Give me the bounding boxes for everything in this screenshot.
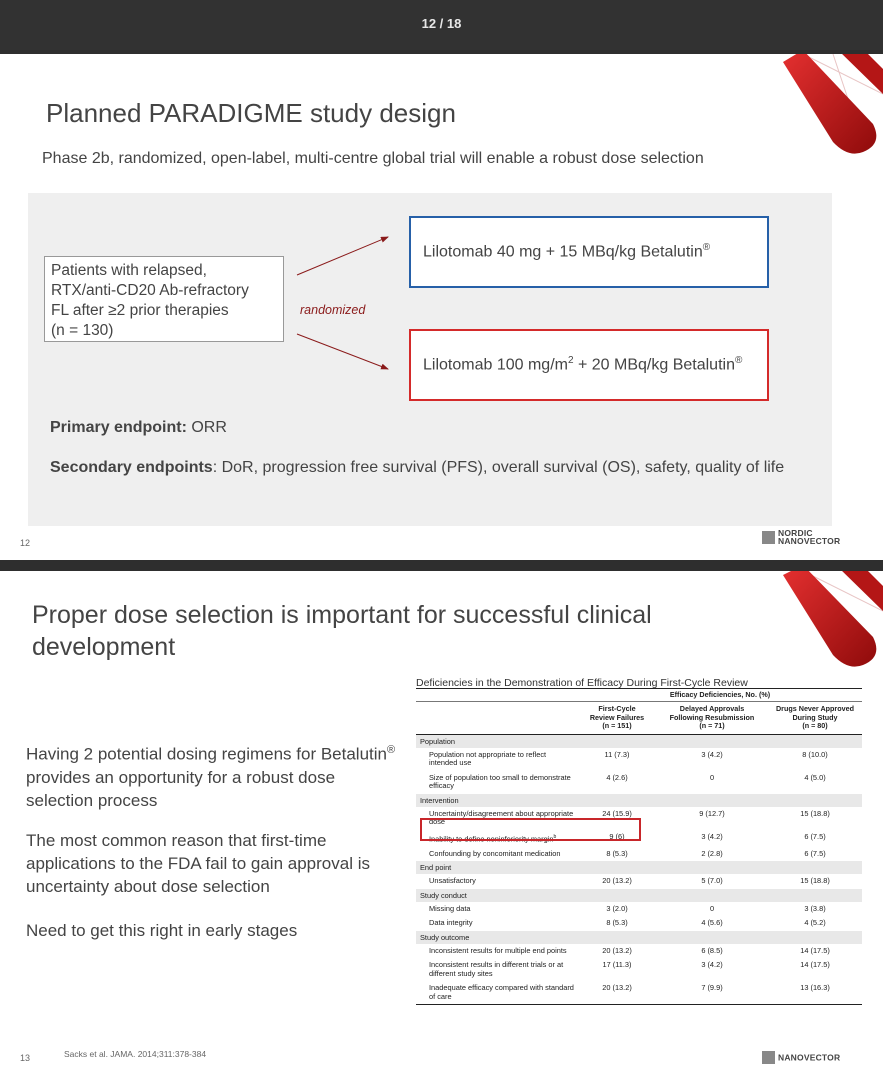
table-section: Study conduct [416,889,862,902]
arm1-text: Lilotomab 40 mg + 15 MBq/kg Betalutin [423,243,703,261]
cell: 4 (5.2) [804,918,826,928]
cell: 9 (6) [609,831,625,841]
company-logo [762,1051,840,1064]
paragraph-dosing-regimens [26,739,396,812]
table-row [416,981,862,1005]
arm1-sup: ® [702,242,711,254]
cell: 11 (7.3) [604,749,630,759]
cell: 6 (8.5) [701,945,723,955]
row-label: Inadequate efficacy compared with standard of care [429,983,574,1001]
row-label: Population not appropriate to reflect intended use [429,749,547,768]
table-row [416,748,862,771]
page-number: 13 [20,1053,31,1063]
para1-text-a: Having 2 potential dosing regimens for Betalutin [26,744,387,764]
row-label: Data integrity [429,918,473,928]
patients-line: Patients with relapsed, [51,262,207,279]
arm2-sup-b: ® [734,355,743,367]
row-label: Missing data [429,903,471,913]
efficacy-deficiencies-table [416,688,862,1048]
col-header: Drugs Never Approved [775,704,855,714]
table-section: Population [416,734,862,748]
paragraph-early-stages: Need to get this right in early stages [26,921,298,940]
cell: 14 (17.5) [800,960,830,970]
arm2-text-a: Lilotomab 100 mg/m [423,356,568,374]
cell: 20 (13.2) [602,983,632,993]
cell: 4 (2.6) [606,772,628,782]
cell: 0 [709,772,715,782]
cell: 2 (2.8) [701,848,723,858]
cell: 15 (18.8) [800,876,830,886]
cell: 20 (13.2) [602,876,632,886]
cell: 3 (4.2) [701,960,723,970]
cell: 8 (5.3) [606,918,628,928]
col-header: Following Resubmission [669,712,755,722]
row-label: Inability to define noninferiority margin [429,834,554,844]
cell: 14 (17.5) [800,945,830,955]
table-row [416,944,862,959]
primary-endpoint-value: ORR [186,419,227,436]
slide-13 [0,571,883,1075]
arm2-sup-a: 2 [567,355,574,367]
randomized-label: randomized [300,303,366,317]
cell: 6 (7.5) [804,831,826,841]
patient-population-box [44,256,284,342]
patients-line: (n = 130) [51,322,114,339]
col-header: Delayed Approvals [679,704,745,714]
cell: 7 (9.9) [701,983,723,993]
table-section: End point [416,861,862,874]
table-row [416,958,862,981]
page-number: 12 [20,538,31,548]
logo-line-2: NANOVECTOR [778,536,841,546]
cell: 13 (16.3) [800,983,830,993]
row-label: Confounding by concomitant medication [429,848,561,858]
viewer-toolbar [0,0,883,50]
secondary-endpoints-label: Secondary endpoints [50,459,213,476]
treatment-arm-2 [409,329,769,401]
table-section: Intervention [416,794,862,807]
cell: 4 (5.6) [701,918,723,928]
cell: 8 (5.3) [606,848,628,858]
logo-text: NANOVECTOR [778,1052,841,1063]
row-label: Inconsistent results for multiple end points [429,945,567,955]
col-header: (n = 151) [602,721,632,731]
cell: 3 (2.0) [606,903,628,913]
cell: 5 (7.0) [701,876,723,886]
page-indicator: 12 / 18 [421,16,462,31]
table-row [416,902,862,917]
arm2-text-b: + 20 MBq/kg Betalutin [573,356,735,374]
cell: 8 (10.0) [802,749,828,759]
cell: 6 (7.5) [804,848,826,858]
cell: 0 [709,903,715,913]
slide-title: Planned PARADIGME study design [46,98,456,128]
table-section: Study outcome [416,931,862,944]
company-logo [762,529,840,545]
row-label: Uncertainty/disagreement about appropriate dose [429,808,574,827]
col-header: First-Cycle [598,704,636,714]
secondary-endpoints-value: : DoR, progression free survival (PFS), overall survival (OS), safety, quality of life [212,459,785,476]
table-row [416,916,862,931]
primary-endpoint-label: Primary endpoint: [50,419,187,436]
row-label: Unsatisfactory [429,876,476,886]
row-label: Inconsistent results in different trials or at different study sites [429,960,564,978]
table-row [416,771,862,794]
slide-12 [0,54,883,560]
patients-line: FL after ≥2 prior therapies [51,302,229,319]
group-header: Efficacy Deficiencies, No. (%) [578,689,862,702]
citation: Sacks et al. JAMA. 2014;311:378-384 [64,1049,207,1059]
cell: 4 (5.0) [804,772,826,782]
secondary-endpoints [50,459,784,477]
treatment-arm-1 [409,216,769,288]
cell: 15 (18.8) [800,808,830,818]
table-row [416,874,862,889]
col-header: During Study [792,712,838,722]
cell: 24 (15.9) [602,808,632,818]
slide-title: Proper dose selection is important for successful clinical development [32,601,652,661]
footnote-marker: b [553,833,557,840]
para1-text-b: provides an opportunity for a robust dose selection process [26,767,336,810]
col-header: (n = 71) [699,721,725,731]
para1-sup: ® [387,744,396,756]
dose-row-highlight [420,818,641,844]
cell: 3 (4.2) [701,831,723,841]
col-header: (n = 80) [802,721,828,731]
table-title: Deficiencies in the Demonstration of Efficacy During First-Cycle Review [416,677,748,689]
primary-endpoint [50,419,227,437]
cell: 20 (13.2) [602,945,632,955]
cell: 17 (11.3) [602,960,632,970]
row-label: Size of population too small to demonstrate efficacy [429,772,571,791]
cell: 9 (12.7) [699,808,725,818]
slide-subtitle: Phase 2b, randomized, open-label, multi-centre global trial will enable a robust dose selection [42,150,704,167]
logo-mark-icon [762,1051,775,1064]
logo-line-1: NORDIC [778,528,813,538]
logo-mark-icon [762,531,775,544]
table-row [416,847,862,862]
patients-line: RTX/anti-CD20 Ab-refractory [51,282,249,299]
cell: 3 (3.8) [804,903,826,913]
paragraph-fda-failure: The most common reason that first-time applications to the FDA fail to gain approval is uncertainty about dose selection [26,831,370,896]
col-header: Review Failures [589,712,645,722]
cell: 3 (4.2) [701,749,723,759]
